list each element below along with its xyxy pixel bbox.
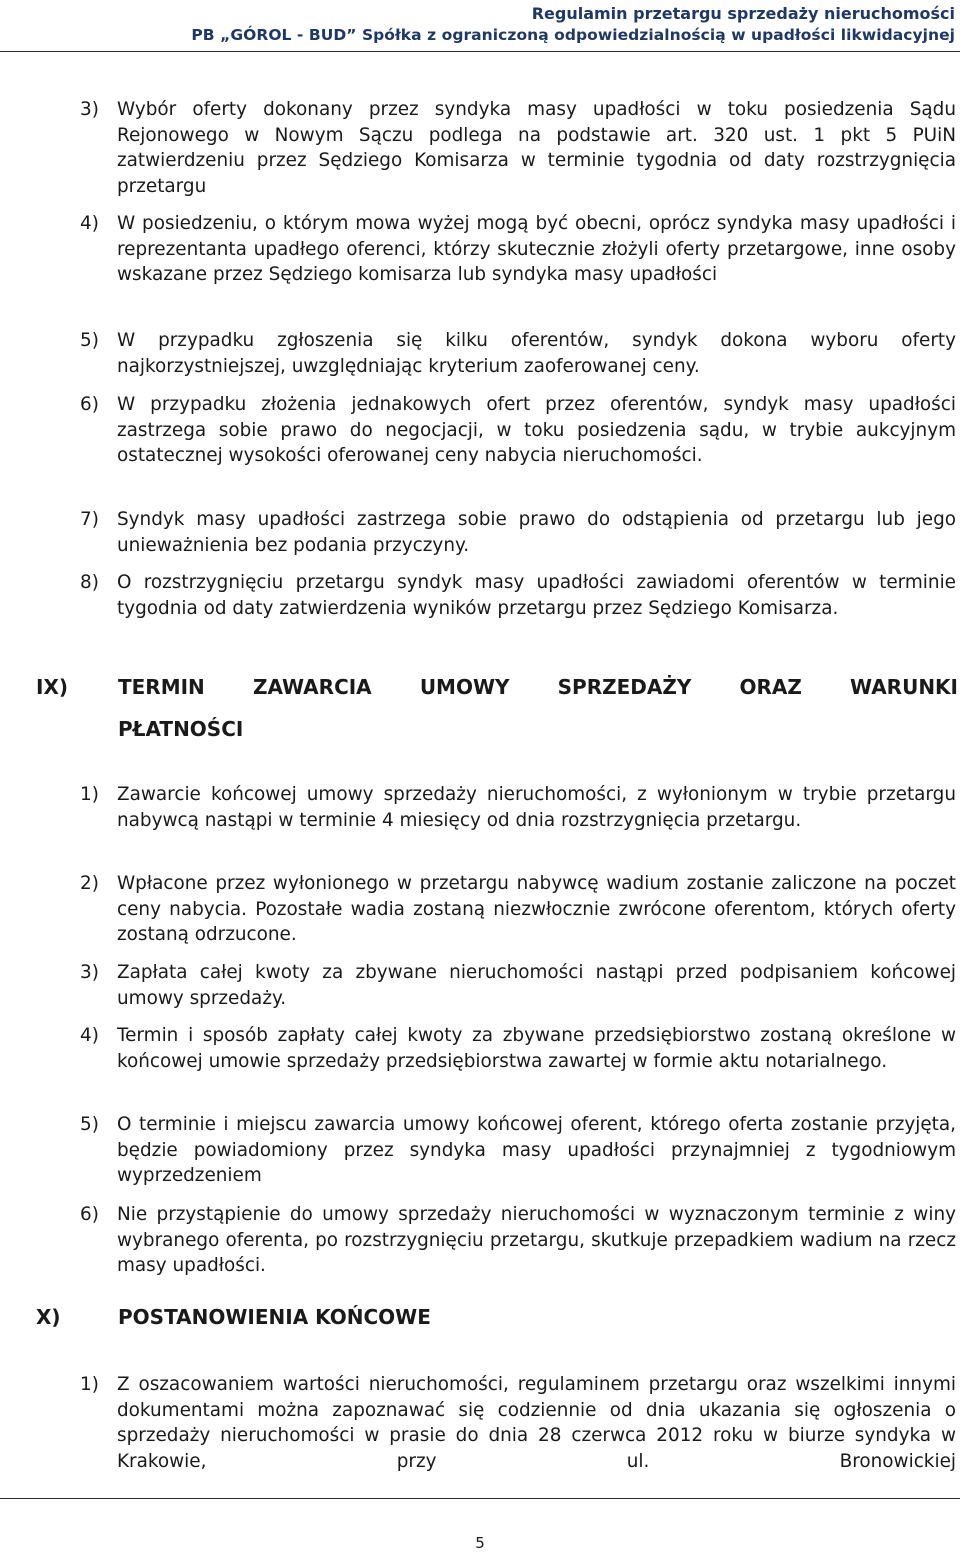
list-item-number: 3) [80, 99, 99, 120]
list-item-text: W przypadku zgłoszenia się kilku oferentów, syndyk dokona wyboru oferty najkorzystniejszej, uwzględniając kryterium zaoferowanej ceny. [117, 330, 956, 377]
running-header [0, 3, 955, 46]
list-item-text: Zapłata całej kwoty za zbywane nieruchomości nastąpi przed podpisaniem końcowej umowy sprzedaży. [117, 962, 956, 1009]
list-item [80, 97, 956, 199]
section-number: X) [36, 1305, 61, 1329]
list-item-text: W przypadku złożenia jednakowych ofert przez oferentów, syndyk masy upadłości zastrzega sobie prawo do negocjacji, w toku posiedzenia sądu, w trybie aukcyjnym ostatecznej wysokości oferowanej ceny nabycia nieruchomości. [117, 394, 956, 466]
list-item [80, 507, 956, 558]
header-divider [0, 51, 960, 52]
list-item-text: Zawarcie końcowej umowy sprzedaży nieruchomości, z wyłonionym w trybie przetargu nabywcą nastąpi w terminie 4 miesięcy od dnia rozstrzygnięcia przetargu. [117, 784, 956, 831]
list-item-text: Wpłacone przez wyłonionego w przetargu nabywcę wadium zostanie zaliczone na poczet ceny nabycia. Pozostałe wadia zostaną niezwłocznie zwrócone oferentom, których oferty zostaną odrzucone. [117, 873, 956, 945]
list-item [80, 960, 956, 1011]
header-document-title: Regulamin przetargu sprzedaży nieruchomości [531, 4, 955, 23]
list-item-text: W posiedzeniu, o którym mowa wyżej mogą być obecni, oprócz syndyka masy upadłości i reprezentanta upadłego oferenci, którzy skutecznie złożyli oferty przetargowe, inne osoby wskazane przez Sędziego komisarza lub syndyka masy upadłości [117, 213, 956, 285]
page-number: 5 [475, 1534, 485, 1552]
list-item [80, 871, 956, 948]
section-title-line1: TERMIN ZAWARCIA UMOWY SPRZEDAŻY ORAZ WARUNKI [118, 675, 958, 699]
list-item-text: Nie przystąpienie do umowy sprzedaży nieruchomości w wyznaczonym terminie z winy wybranego oferenta, po rozstrzygnięciu przetargu, skutkuje przepadkiem wadium na rzecz masy upadłości. [117, 1204, 956, 1276]
list-item-number: 7) [80, 509, 99, 530]
section-title-line2: PŁATNOŚCI [118, 717, 244, 741]
list-item-number: 8) [80, 572, 99, 593]
list-item [80, 1202, 956, 1279]
list-item-text: Syndyk masy upadłości zastrzega sobie prawo do odstąpienia od przetargu lub jego unieważnienia bez podania przyczyny. [117, 509, 956, 556]
list-item-number: 6) [80, 394, 99, 415]
list-item [80, 1023, 956, 1074]
list-item-number: 1) [80, 784, 99, 805]
list-item-text: Termin i sposób zapłaty całej kwoty za zbywane przedsiębiorstwo zostaną określone w końcowej umowie sprzedaży przedsiębiorstwa zawartej w formie aktu notarialnego. [117, 1025, 956, 1072]
list-item [80, 328, 956, 379]
footer-divider [0, 1498, 960, 1499]
list-item-number: 4) [80, 1025, 99, 1046]
list-item-text: Z oszacowaniem wartości nieruchomości, regulaminem przetargu oraz wszelkimi innymi dokumentami można zapoznawać się codziennie od dnia ukazania się ogłoszenia o sprzedaży nieruchomości w prasie do dnia 28 czerwca 2012 roku w biurze syndyka w Krakowie, przy ul. Bronowickiej [117, 1374, 956, 1472]
list-item-number: 1) [80, 1374, 99, 1395]
list-item-number: 2) [80, 873, 99, 894]
list-item-text: O rozstrzygnięciu przetargu syndyk masy upadłości zawiadomi oferentów w terminie tygodnia od daty zatwierdzenia wyników przetargu przez Sędziego Komisarza. [117, 572, 956, 619]
list-item [80, 211, 956, 288]
section-title: POSTANOWIENIA KOŃCOWE [118, 1305, 431, 1329]
list-item-number: 6) [80, 1204, 99, 1225]
list-item-number: 4) [80, 213, 99, 234]
list-item [80, 392, 956, 469]
list-item [80, 1112, 956, 1189]
list-item [80, 1372, 956, 1474]
list-item-text: O terminie i miejscu zawarcia umowy końcowej oferent, którego oferta zostanie przyjęta, będzie powiadomiony przez syndyka masy upadłości przynajmniej z tygodniowym wyprzedzeniem [117, 1114, 956, 1186]
list-item [80, 782, 956, 833]
list-item-number: 3) [80, 962, 99, 983]
section-number: IX) [36, 675, 69, 699]
list-item-number: 5) [80, 330, 99, 351]
header-company-name: PB „GÓROL - BUD” Spółka z ograniczoną odpowiedzialnością w upadłości likwidacyjnej [191, 26, 955, 44]
list-item-number: 5) [80, 1114, 99, 1135]
list-item [80, 570, 956, 621]
list-item-text: Wybór oferty dokonany przez syndyka masy upadłości w toku posiedzenia Sądu Rejonowego w Nowym Sączu podlega na podstawie art. 320 ust. 1 pkt 5 PUiN zatwierdzeniu przez Sędziego Komisarza w terminie tygodnia od daty rozstrzygnięcia przetargu [117, 99, 956, 197]
